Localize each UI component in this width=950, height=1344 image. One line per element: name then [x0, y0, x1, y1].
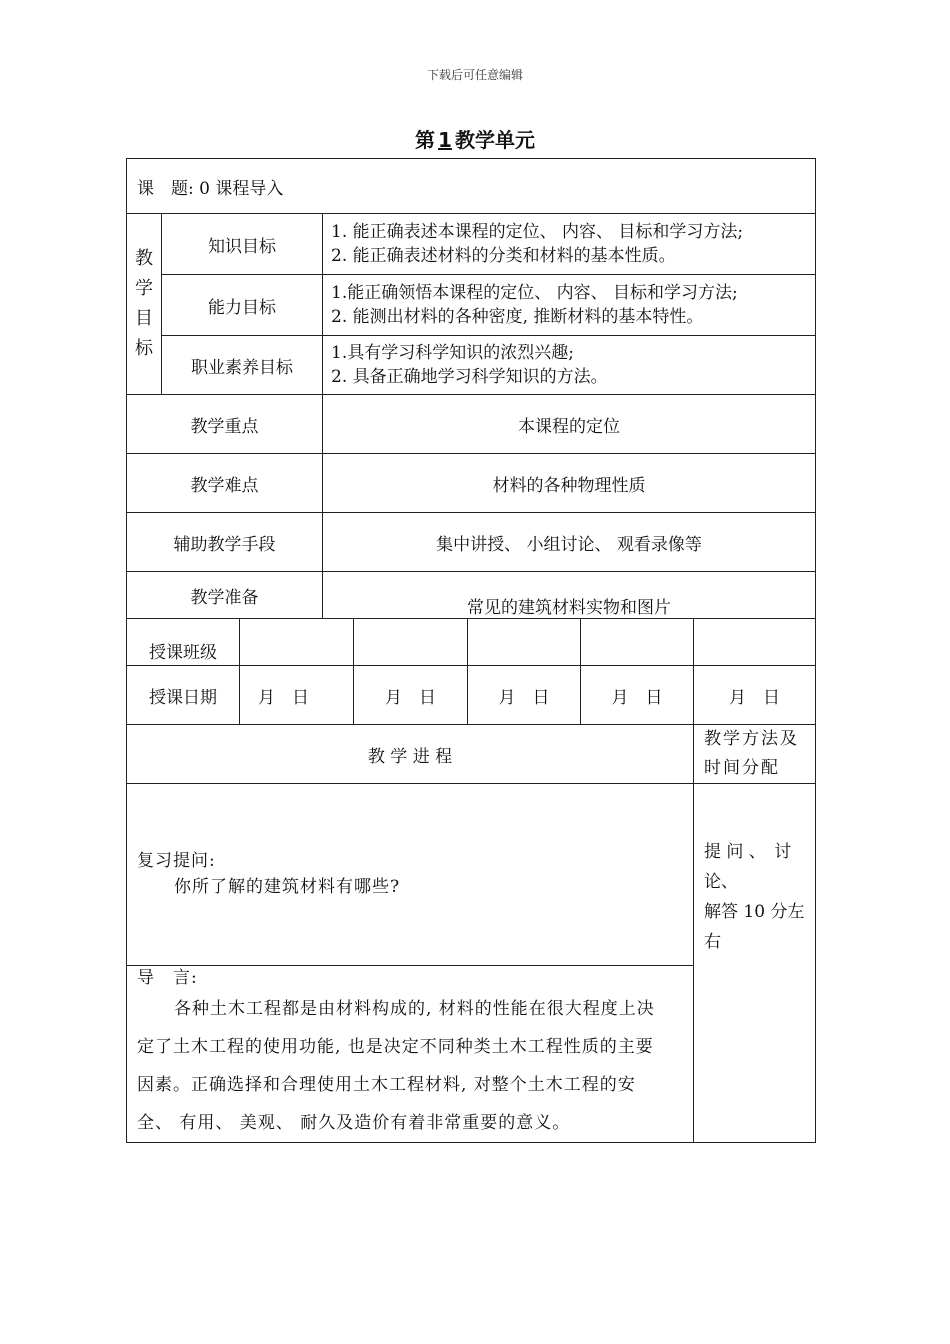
ability-goal-text: 1.能正确领悟本课程的定位、 内容、 目标和学习方法; 2. 能测出材料的各种密度, 推断材料的基本特性。	[323, 275, 816, 336]
date-cell-2: 月 日	[354, 666, 468, 725]
professional-goal-label: 职业素养目标	[162, 336, 323, 395]
key-point-label: 教学重点	[127, 395, 323, 454]
class-cell-1	[240, 619, 354, 666]
objectives-section-label: 教 学 目 标	[127, 214, 162, 395]
date-cell-4: 月 日	[581, 666, 694, 725]
date-cell-1: 月 日	[240, 666, 354, 725]
prep-label: 教学准备	[127, 572, 323, 619]
class-cell-5	[694, 619, 816, 666]
intro-title: 导 言:	[137, 968, 198, 988]
difficulty-value: 材料的各种物理性质	[323, 454, 816, 513]
aids-label: 辅助教学手段	[127, 513, 323, 572]
class-label: 授课班级	[127, 619, 240, 666]
review-title: 复习提问:	[137, 851, 216, 871]
page-title	[0, 124, 950, 153]
prep-value: 常见的建筑材料实物和图片	[323, 572, 816, 619]
title-prefix: 第	[415, 128, 436, 152]
class-cell-2	[354, 619, 468, 666]
title-number: 1	[438, 128, 452, 152]
lesson-plan-table	[126, 158, 816, 1143]
knowledge-goal-text: 1. 能正确表述本课程的定位、 内容、 目标和学习方法; 2. 能正确表述材料的分类和材料的基本性质。	[323, 214, 816, 275]
date-cell-5: 月 日	[694, 666, 816, 725]
topic-cell	[127, 159, 816, 214]
date-label: 授课日期	[127, 666, 240, 725]
method-note: 提 问 、 讨 论、 解答 10 分左 右	[694, 784, 816, 1143]
review-cell	[127, 784, 694, 966]
key-point-value: 本课程的定位	[323, 395, 816, 454]
method-header: 教学方法及 时间分配	[694, 725, 816, 784]
intro-cell	[127, 966, 694, 1143]
ability-goal-label: 能力目标	[162, 275, 323, 336]
topic-value: 0 课程导入	[199, 178, 284, 199]
class-cell-3	[468, 619, 581, 666]
class-cell-4	[581, 619, 694, 666]
topic-label: 课 题:	[137, 178, 194, 199]
title-suffix: 教学单元	[454, 128, 535, 152]
professional-goal-text: 1.具有学习科学知识的浓烈兴趣; 2. 具备正确地学习科学知识的方法。	[323, 336, 816, 395]
knowledge-goal-label: 知识目标	[162, 214, 323, 275]
intro-line-2: 定了土木工程的使用功能, 也是决定不同种类土木工程性质的主要	[137, 1037, 654, 1057]
intro-line-1: 各种土木工程都是由材料构成的, 材料的性能在很大程度上决	[174, 999, 655, 1019]
aids-value: 集中讲授、 小组讨论、 观看录像等	[323, 513, 816, 572]
intro-line-4: 全、 有用、 美观、 耐久及造价有着非常重要的意义。	[137, 1113, 571, 1133]
process-header: 教 学 进 程	[127, 725, 694, 784]
date-cell-3: 月 日	[468, 666, 581, 725]
difficulty-label: 教学难点	[127, 454, 323, 513]
review-question: 你所了解的建筑材料有哪些?	[174, 877, 401, 897]
intro-line-3: 因素。正确选择和合理使用土木工程材料, 对整个土木工程的安	[137, 1075, 636, 1095]
header-note: 下载后可任意编辑	[426, 68, 523, 82]
